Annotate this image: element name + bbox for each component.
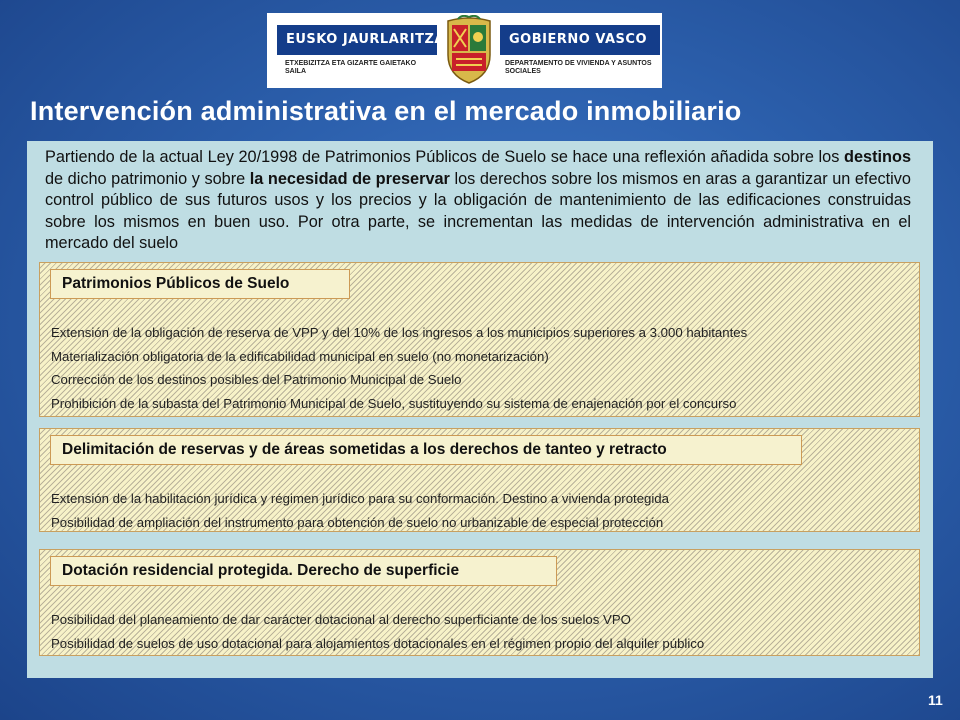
list-item: Extensión de la obligación de reserva de VPP y del 10% de los ingresos a los municipios superiores a 3.000 habitantes [51,325,748,340]
list-item: Posibilidad de ampliación del instrumento para obtención de suelo no urbanizable de especial protección [51,514,664,530]
section-box-patrimonios [39,262,920,417]
list-item: Corrección de los destinos posibles del Patrimonio Municipal de Suelo [51,372,462,387]
section-box-reservas [39,428,920,532]
section-heading: Dotación residencial protegida. Derecho de superficie [50,556,557,586]
section-heading: Delimitación de reservas y de áreas sometidas a los derechos de tanteo y retracto [50,435,802,465]
section-list [51,321,747,415]
list-item: Prohibición de la subasta del Patrimonio Municipal de Suelo, sustituyendo su sistema de enajenación por el concurso [51,395,737,411]
list-item: Posibilidad de suelos de uso dotacional para alojamientos dotacionales en el régimen propio del alquiler público [51,635,705,651]
section-box-dotacion [39,549,920,656]
logo-spanish-name: GOBIERNO VASCO [500,25,660,55]
list-item: Extensión de la habilitación jurídica y régimen jurídico para su conformación. Destino a vivienda protegida [51,491,669,506]
intro-emphasis: la necesidad de preservar [249,169,450,188]
list-item: Posibilidad del planeamiento de dar carácter dotacional al derecho superficiante de los suelos VPO [51,612,631,627]
logo-spanish-department: DEPARTAMENTO DE VIVIENDA Y ASUNTOS SOCIALES [505,60,652,75]
coat-of-arms-icon [442,15,496,85]
page-title: Intervención administrativa en el mercado inmobiliario [30,96,742,126]
intro-paragraph [45,147,911,255]
section-list [51,608,704,655]
logo-basque-name: EUSKO JAURLARITZA [277,25,437,55]
logo-basque-department: ETXEBIZITZA ETA GIZARTE GAIETAKO SAILA [285,60,417,75]
government-logo [267,13,662,88]
intro-text: los derechos sobre los mismos en aras a garantizar un efectivo control público de sus futuros usos y los precios y la obligación de mantenimiento de las edificaciones construidas sobre los mismos en buen uso. Por otra parte, se incrementan las medidas de intervención administrativa en el mercado del suelo [45,169,911,252]
list-item: Materialización obligatoria de la edificabilidad municipal en suelo (no monetarización) [51,348,549,364]
intro-text: Partiendo de la actual Ley 20/1998 de Patrimonios Públicos de Suelo se hace una reflexión añadida sobre los [45,148,845,166]
page-number: 11 [928,692,943,708]
section-heading: Patrimonios Públicos de Suelo [50,269,350,299]
section-list [51,487,669,534]
intro-text: de dicho patrimonio y sobre [45,169,250,188]
intro-emphasis: destinos [844,148,911,166]
